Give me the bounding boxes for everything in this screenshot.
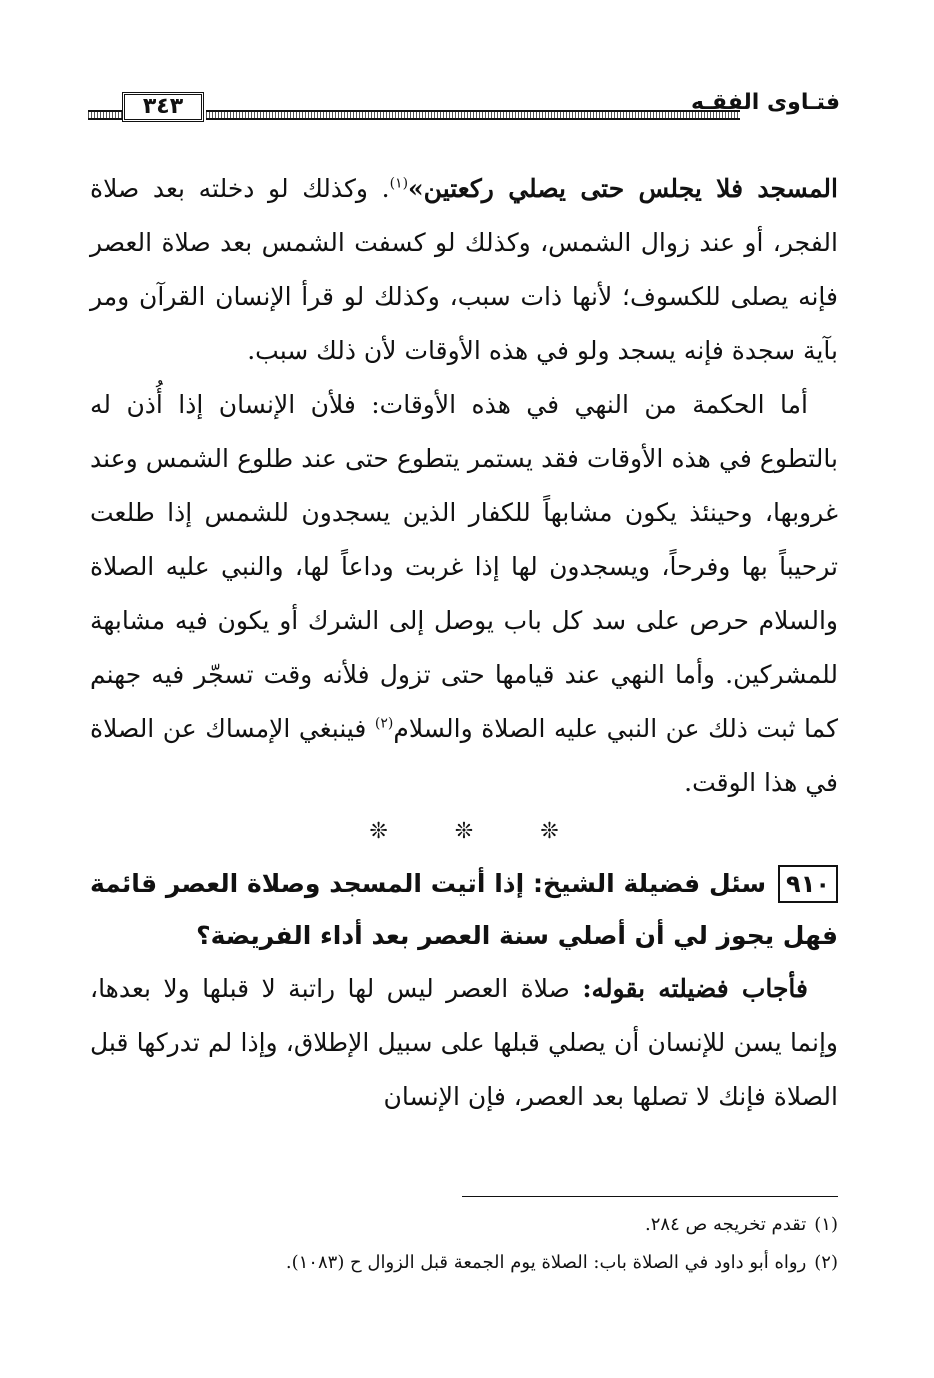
question-number: ٩١٠ <box>778 865 838 903</box>
footnote-2-text: رواه أبو داود في الصلاة باب: الصلاة يوم الجمعة قبل الزوال ح (١٠٨٣). <box>285 1252 807 1273</box>
footnote-1-text: تقدم تخريجه ص ٢٨٤. <box>645 1214 807 1235</box>
footnote-2 <box>90 1244 838 1282</box>
question-text: سئل فضيلة الشيخ: إذا أتيت المسجد وصلاة العصر قائمة فهل يجوز لي أن أصلي سنة العصر بعد أداء الفريضة؟ <box>90 869 838 950</box>
footnote-1-marker: (١) <box>814 1214 838 1235</box>
page-header <box>88 88 840 136</box>
paragraph-2 <box>90 378 838 810</box>
paragraph-1-text: . وكذلك لو دخلته بعد صلاة الفجر، أو عند زوال الشمس، وكذلك لو كسفت الشمس بعد صلاة العصر فإنه يصلى للكسوف؛ لأنها ذات سبب، وكذلك لو قرأ الإنسان القرآن ومر بآية سجدة فإنه يسجد ولو في هذه الأوقات لأن ذلك سبب. <box>90 174 838 365</box>
answer-lead: فأجاب فضيلته بقوله: <box>582 974 808 1003</box>
paragraph-2-text: أما الحكمة من النهي في هذه الأوقات: فلأن الإنسان إذا أُذن له بالتطوع في هذه الأوقات فقد يستمر يتطوع حتى عند طلوع الشمس وعند غروبها، وحينئذ يكون مشابهاً للكفار الذين يسجدون للشمس إذا طلعت ترحيباً بها وفرحاً، ويسجدون لها إذا غربت وداعاً لها، والنبي عليه الصلاة والسلام حرص على سد كل باب يوصل إلى الشرك أو يكون فيه مشابهة للمشركين. وأما النهي عند قيامها حتى تزول فلأنه وقت تسجّر فيه جهنم كما ثبت ذلك عن النبي عليه الصلاة والسلام <box>90 390 839 743</box>
footnote-ref-1: (١) <box>389 175 409 192</box>
question <box>90 858 838 962</box>
paragraph-1 <box>90 162 838 378</box>
footnote-2-marker: (٢) <box>814 1252 838 1273</box>
header-title: فتـاوى الفقـه <box>691 90 840 115</box>
answer <box>90 962 838 1124</box>
footnote-1 <box>90 1206 838 1244</box>
footnote-ref-2: (٢) <box>374 715 394 732</box>
main-text <box>90 162 838 1124</box>
paragraph-2-ending: فينبغي الإمساك عن الصلاة في هذا الوقت. <box>90 714 838 797</box>
footnotes <box>90 1206 838 1282</box>
section-separator: ❊ ❊ ❊ <box>369 819 589 844</box>
hadith-quote: المسجد فلا يجلس حتى يصلي ركعتين» <box>408 174 838 203</box>
header-rule-end <box>88 110 122 120</box>
header-rule <box>206 110 740 120</box>
page-number: ٣٤٣ <box>122 92 204 122</box>
answer-text: صلاة العصر ليس لها راتبة لا قبلها ولا بعدها، وإنما يسن للإنسان أن يصلي قبلها على سبيل الإطلاق، وإذا لم تدركها قبل الصلاة فإنك لا تصلها بعد العصر، فإن الإنسان <box>90 974 838 1111</box>
footnote-divider <box>462 1196 838 1197</box>
